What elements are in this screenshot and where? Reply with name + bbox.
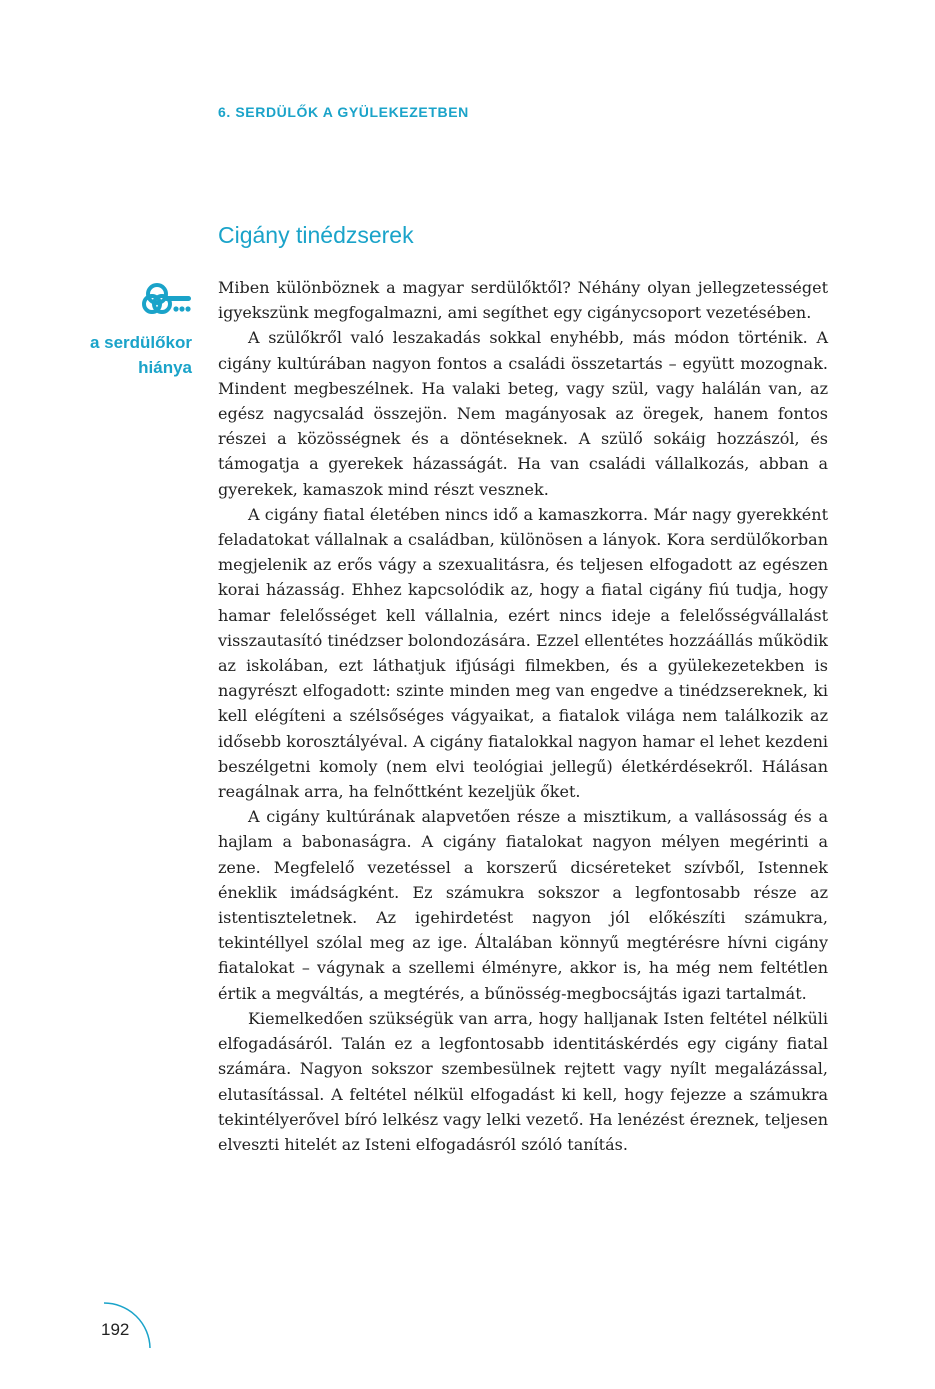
paragraph-5: Kiemelkedően szükségük van arra, hogy halljanak Isten feltétel nélküli elfogadásáról. Talán ez a legfontosabb identitáskérdés egy cigány fiatal számára. Nagyon sokszor szembesülnek rejtett vagy nyílt megalázással, elutasítással. A feltétel nélkül elfogadást ki kell, hogy fejezze a számukra tekintélyerővel bíró lelkész vagy lelki vezető. Ha lenézést éreznek, teljesen elveszti hitelét az Isteni elfogadásról szóló tanítás. (218, 1008, 828, 1154)
paragraph-2: A szülőkről való leszakadás sokkal enyhébb, más módon történik. A cigány kultúrában nagyon fontos a családi összetartás – együtt mozognak. Mindent megbeszélnek. Ha valaki beteg, vagy szül, vagy halálán van, az egész nagycsalád összejön. Nem magányosak az öregek, hanem fontos részei a közösségnek és a döntéseknek. A szülő sokáig hozzászól, és támogatja a gyerekek házasságát. Ha van családi vállalkozás, abban a gyerekek, kamaszok mind részt vesznek. (218, 328, 828, 499)
body-text (218, 275, 828, 1157)
key-icon (140, 280, 192, 320)
paragraph-1: Miben különböznek a magyar serdülőktől? Néhány olyan jellegzetességet igyekszünk megfogalmazni, ami segíthet egy cigánycsoport vezetésében. (218, 278, 828, 323)
margin-note-line-1: a serdülőkor (89, 333, 192, 352)
margin-note (40, 330, 192, 380)
running-head: 6. SERDÜLŐK A GYÜLEKEZETBEN (218, 104, 469, 120)
margin-note-line-2: hiánya (138, 358, 192, 377)
page-number: 192 (101, 1320, 130, 1339)
section-title: Cigány tinédzserek (218, 222, 414, 248)
paragraph-3: A cigány fiatal életében nincs idő a kamaszkorra. Már nagy gyerekként feladatokat vállalnak a családban, különösen a lányok. Kora serdülőkorban megjelenik az erős vágy a szexualitásra, és teljesen elfogadott az egészen korai házasság. Ehhez kapcsolódik az, hogy a fiatal cigány fiú tudja, hogy hamar felelősséget kell vállalnia, ezért nincs ideje a felelősségvállalást visszautasító tinédzser bolondozására. Ezzel ellentétes hozzáállás működik az iskolában, ezt láthatjuk ifjúsági filmekben, és a gyülekezetekben is nagyrészt elfogadott: szinte minden meg van engedve a tinédzsereknek, ki kell elégíteni a szélsőséges vágyaikat, a fiatalok világa nem találkozik az idősebb korosztályéval. A cigány fiatalokkal nagyon hamar el lehet kezdeni beszélgetni komoly (nem elvi teológiai jellegű) életkérdésekről. Hálásan reagálnak arra, ha felnőttként kezeljük őket. (218, 504, 828, 802)
paragraph-4: A cigány kultúrának alapvetően része a misztikum, a vallásosság és a hajlam a babonaságra. A cigány fiatalokat nagyon mélyen megérinti a zene. Megfelelő vezetéssel a korszerű dicséreteket szívből, Istennek éneklik imádságként. Ez számukra sokszor a legfontosabb része az istentiszteletnek. Az igehirdetést nagyon jól előkészíti számukra, tekintéllyel szólal meg az ige. Általában könnyű megtérésre hívni cigány fiatalokat – vágynak a szellemi élményre, akkor is, ha még nem feltétlen értik a megváltás, a megtérés, a bűnösség-megbocsájtás igazi tartalmát. (218, 807, 828, 1003)
